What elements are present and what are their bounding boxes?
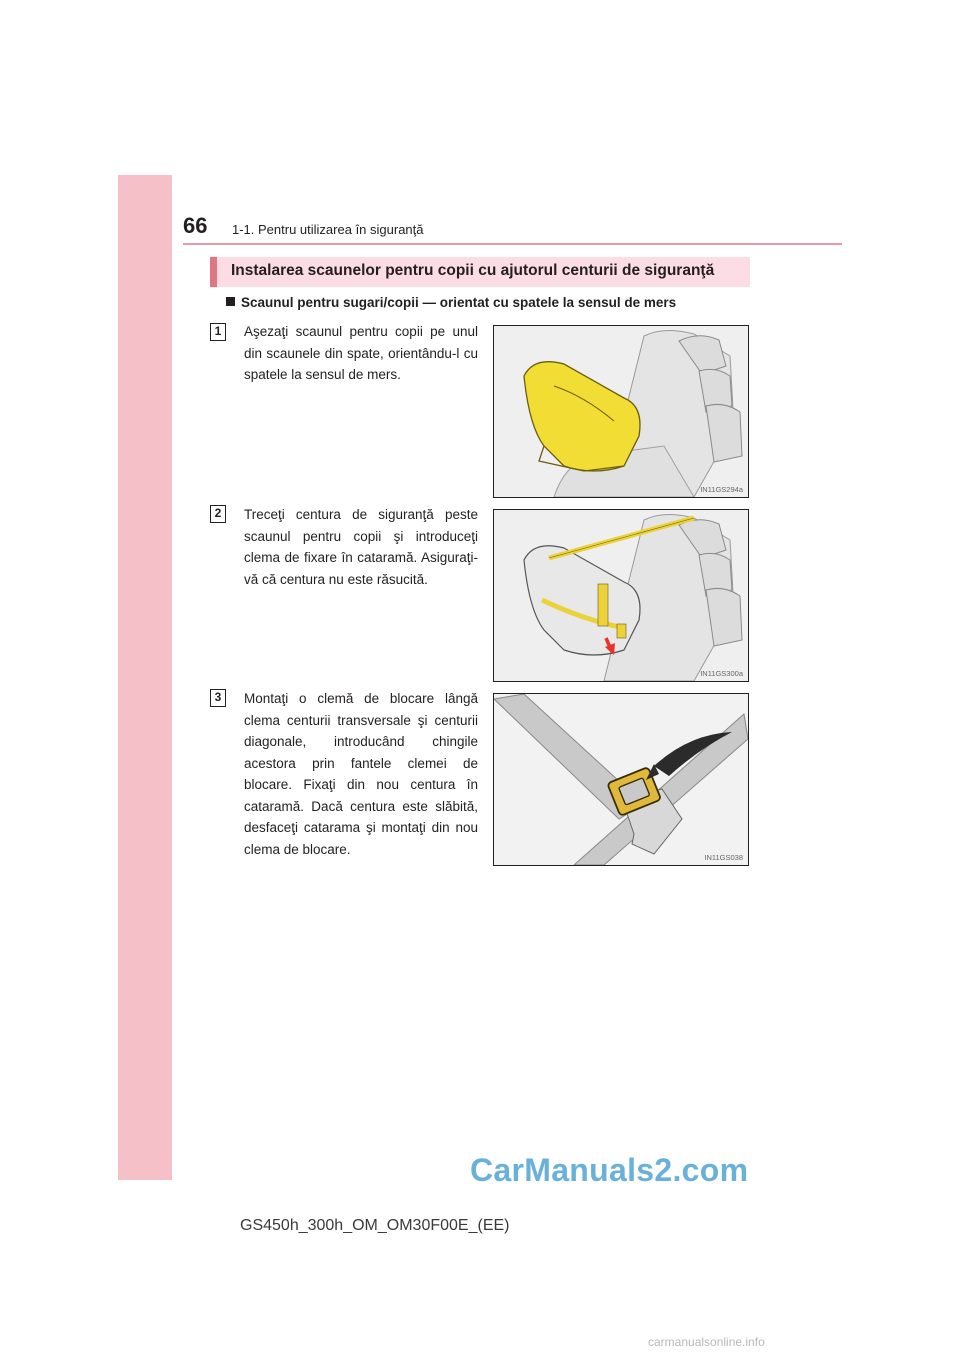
step-2-badge: 2 <box>210 505 226 523</box>
figure-3-code: IN11GS038 <box>704 853 743 862</box>
subsection-title: Scaunul pentru sugari/copii — orientat cu spatele la sensul de mers <box>241 295 677 310</box>
figure-belt-routing <box>493 509 749 682</box>
figure-locking-clip <box>493 693 749 866</box>
step-1-badge: 1 <box>210 323 226 341</box>
subsection-heading <box>226 295 676 310</box>
section-heading-bar <box>210 257 750 287</box>
page-number: 66 <box>183 213 208 238</box>
step-3-badge: 3 <box>210 689 226 707</box>
locking-clip-illustration <box>494 694 748 865</box>
figure-child-seat-placement <box>493 325 749 498</box>
seat-belt-over-child-seat-illustration <box>494 510 748 681</box>
watermark-carmanuals2: CarManuals2.com <box>470 1152 749 1188</box>
chapter-title: 1-1. Pentru utilizarea în siguranţă <box>232 222 424 237</box>
square-bullet-icon <box>226 297 235 306</box>
side-color-strip <box>118 175 172 1180</box>
section-title: Instalarea scaunelor pentru copii cu ajutorul centurii de siguranţă <box>231 262 715 279</box>
manual-code: GS450h_300h_OM_OM30F00E_(EE) <box>240 1217 510 1234</box>
child-seat-on-rear-seat-illustration <box>494 326 748 497</box>
step-1-text: Aşezaţi scaunul pentru copii pe unul din scaunele din spate, orientându-l cu spatele la sensul de mers. <box>244 324 478 382</box>
watermark-carmanualsonline: carmanualsonline.info <box>648 1335 765 1349</box>
figure-1-code: IN11GS294a <box>700 485 743 494</box>
step-2-text: Treceţi centura de siguranţă peste scaunul pentru copii şi introduceţi clema de fixare în cataramă. Asiguraţi-vă că centura nu este răsucită. <box>244 507 478 587</box>
header-divider <box>183 243 842 245</box>
step-3-text: Montaţi o clemă de blocare lângă clema centurii transversale şi centurii diagonale, introducând chingile acestora prin fantele clemei de blocare. Fixaţi din nou centura în cataramă. Dacă centura este slăbită, desfaceţi catarama şi montaţi din nou clema de blocare. <box>244 691 478 857</box>
figure-2-code: IN11GS300a <box>700 669 743 678</box>
